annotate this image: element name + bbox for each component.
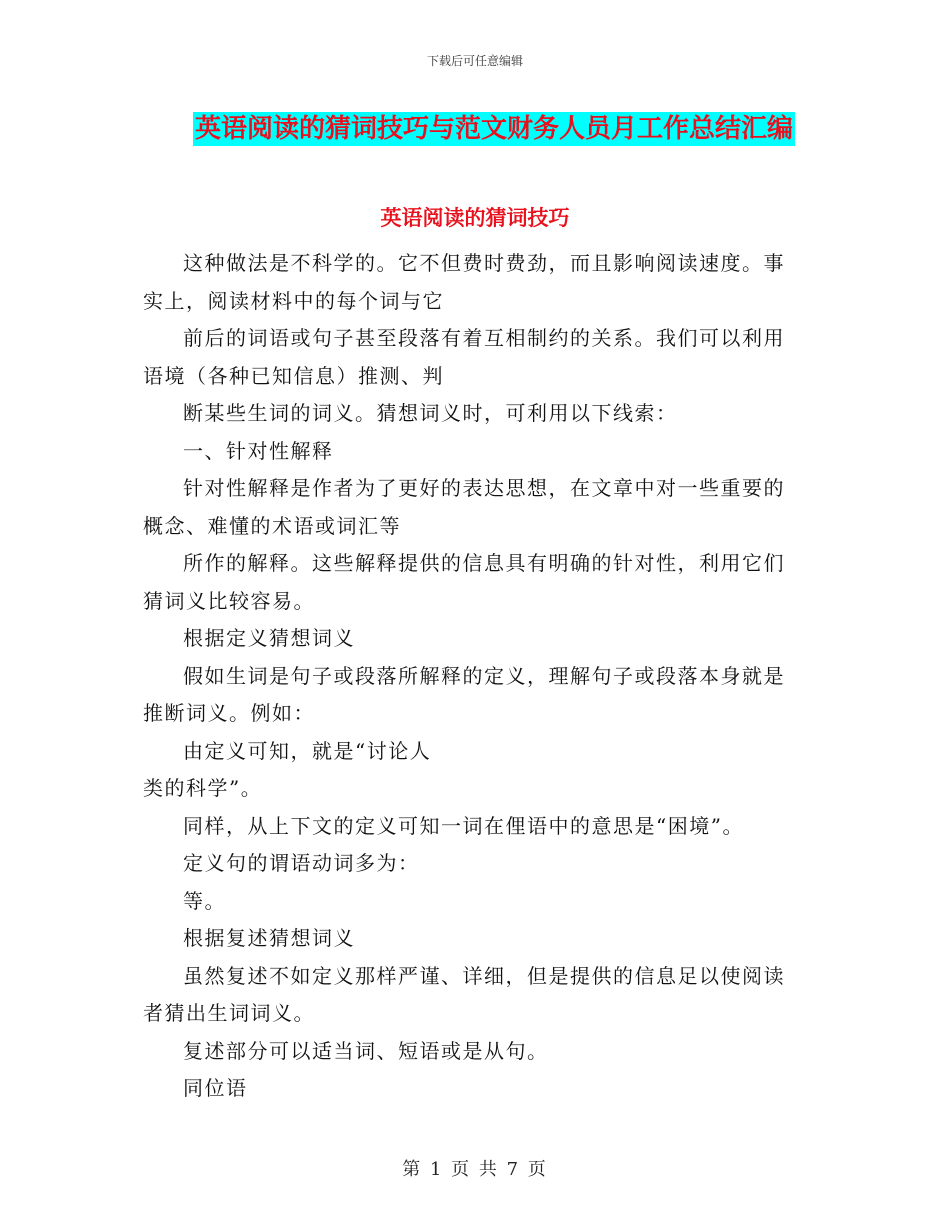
paragraph: 同样，从上下文的定义可知一词在俚语中的意思是“困境”。: [183, 813, 744, 838]
paragraph-continuation: 类的科学”。: [143, 776, 263, 800]
paragraph: 根据复述猜想词义: [183, 926, 355, 950]
paragraph: 前后的词语或句子甚至段落有着互相制约的关系。我们可以利用语境（各种已知信息）推测、判: [143, 326, 785, 388]
paragraph: 虽然复述不如定义那样严谨、详细，但是提供的信息足以使阅读者猜出生词词义。: [143, 963, 785, 1025]
page-indicator: 第 1 页 共 7 页: [402, 1159, 548, 1180]
document-title: 英语阅读的猜词技巧与范文财务人员月工作总结汇编: [195, 114, 794, 144]
paragraph: 定义句的谓语动词多为：: [183, 851, 420, 875]
paragraph: 复述部分可以适当词、短语或是从句。: [183, 1038, 549, 1063]
paragraph: 等。: [183, 888, 226, 913]
paragraph: 由定义可知，就是“讨论人: [183, 738, 432, 763]
paragraph: 假如生词是句子或段落所解释的定义，理解句子或段落本身就是推断词义。例如：: [143, 663, 785, 725]
paragraph: 所作的解释。这些解释提供的信息具有明确的针对性，利用它们猜词义比较容易。: [143, 551, 785, 613]
paragraph: 断某些生词的词义。猜想词义时，可利用以下线索：: [183, 401, 678, 425]
document-body: [143, 245, 799, 1108]
paragraph: 针对性解释是作者为了更好的表达思想，在文章中对一些重要的概念、难懂的术语或词汇等: [143, 476, 785, 538]
section-title: 英语阅读的猜词技巧: [380, 205, 570, 230]
paragraph: 根据定义猜想词义: [183, 626, 355, 650]
header-note: 下载后可任意编辑: [426, 54, 523, 68]
paragraph: 一、针对性解释: [183, 438, 334, 463]
paragraph: 这种做法是不科学的。它不但费时费劲，而且影响阅读速度。事实上，阅读材料中的每个词与它: [143, 251, 785, 313]
paragraph: 同位语: [183, 1076, 248, 1100]
